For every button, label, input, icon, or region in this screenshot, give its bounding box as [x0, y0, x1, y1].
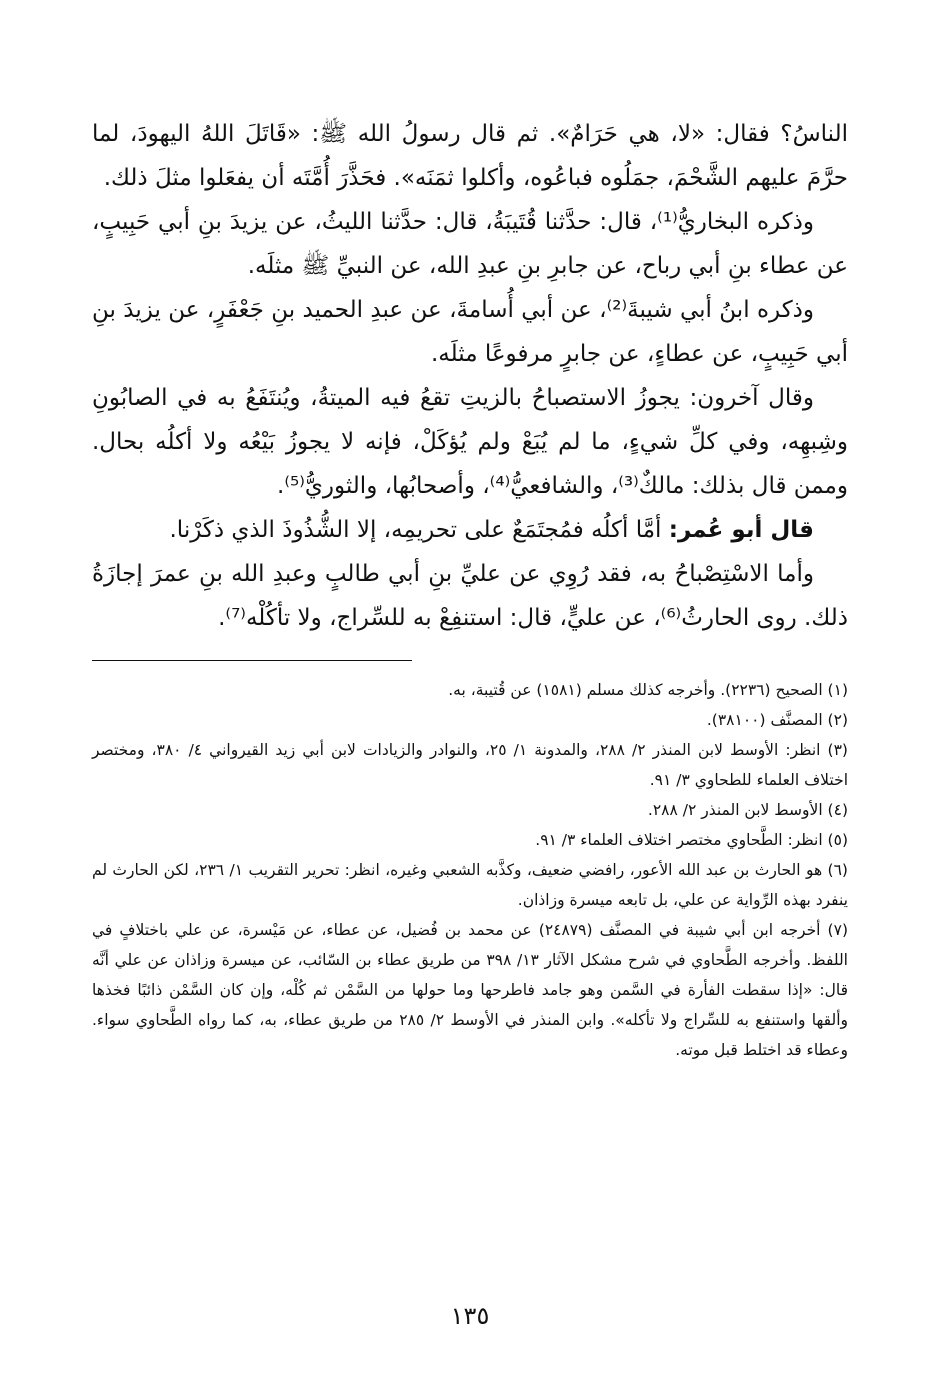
paragraph-5-text: أمَّا أكلُه فمُجتَمَعٌ على تحريمِه، إلا الشُّذُوذَ الذي ذكَرْنا. — [169, 517, 669, 543]
footnotes — [92, 675, 848, 1065]
paragraph-6: وأما الاسْتِصْباحُ به، فقد رُوِي عن عليِّ بنِ أبي طالبٍ وعبدِ الله بنِ عمرَ إجازَةُ ذلك. روى الحارثُ⁽⁶⁾، عن عليٍّ، قال: استنفِعْ به للسِّراج، ولا تأكُلْه⁽⁷⁾. — [92, 561, 848, 631]
footnote-3: (٣) انظر: الأوسط لابن المنذر ٢/ ٢٨٨، والمدونة ١/ ٢٥، والنوادر والزيادات لابن أبي زيد القيرواني ٤/ ٣٨٠، ومختصر اختلاف العلماء للطحاوي ٣/ ٩١. — [92, 741, 848, 789]
main-text — [92, 112, 848, 640]
paragraph-4: وقال آخرون: يجوزُ الاستصباحُ بالزيتِ تقعُ فيه الميتةُ، ويُنتَفَعُ به في الصابُونِ وشِبهِه، وفي كلِّ شيءٍ، ما لم يُبَعْ ولم يُؤكَلْ، فإنه لا يجوزُ بَيْعُه ولا أكلُه بحال. وممن قال بذلك: مالكٌ⁽³⁾، والشافعيُّ⁽⁴⁾، وأصحابُها، والثوريُّ⁽⁵⁾. — [92, 385, 848, 499]
footnote-6: (٦) هو الحارث بن عبد الله الأعور، رافضي ضعيف، وكذَّبه الشعبي وغيره، انظر: تحرير التقريب ١/ ٢٣٦، لكن الحارث لم ينفرد بهذه الرِّواية عن علي، بل تابعه ميسرة وزاذان. — [92, 861, 848, 909]
paragraph-1: الناسُ؟ فقال: «لا، هي حَرَامٌ». ثم قال رسولُ الله ﷺ: «قَاتَلَ اللهُ اليهودَ، لما حرَّمَ عليهم الشَّحْمَ، جمَلُوه فباعُوه، وأكلوا ثمَنَه». فحَذَّرَ أُمَّتَه أن يفعَلوا مثلَ ذلك. — [92, 121, 848, 191]
paragraph-3: وذكره ابنُ أبي شيبةَ⁽²⁾، عن أبي أُسامةَ، عن عبدِ الحميد بنِ جَعْفَرٍ، عن يزيدَ بنِ أبي حَبِيبٍ، عن عطاءٍ، عن جابرٍ مرفوعًا مثلَه. — [92, 297, 848, 367]
book-page — [92, 112, 848, 1342]
footnote-4: (٤) الأوسط لابن المنذر ٢/ ٢٨٨. — [647, 801, 848, 819]
page-number: ١٣٥ — [450, 1302, 490, 1330]
footnote-1: (١) الصحيح (٢٢٣٦). وأخرجه كذلك مسلم (١٥٨١) عن قُتيبة، به. — [448, 681, 848, 699]
paragraph-2: وذكره البخاريُّ⁽¹⁾، قال: حدَّثنا قُتَيبَةُ، قال: حدَّثنا الليثُ، عن يزيدَ بنِ أبي حَبِيبٍ، عن عطاء بنِ أبي رباح، عن جابرِ بنِ عبدِ الله، عن النبيِّ ﷺ مثلَه. — [92, 209, 848, 279]
paragraph-5 — [92, 508, 848, 552]
footnote-2: (٢) المصنَّف (٣٨١٠٠). — [706, 711, 848, 729]
footnote-7: (٧) أخرجه ابن أبي شيبة في المصنَّف (٢٤٨٧٩) عن محمد بن فُضيل، عن عطاء، عن مَيْسرة، عن علي باختلافٍ في اللفظ. وأخرجه الطَّحاوي في شرح مشكل الآثار ١٣/ ٣٩٨ من طريق عطاء بن السّائب، عن ميسرة وزاذان عن علي أنَّه قال: «إذا سقطت الفأرة في السَّمن وهو جامد فاطرحها وما حولها من السَّمْن ثم كُلْه، وإن كان السَّمْن ذائبًا فخذها وألقها واستنفع به للسِّراج ولا تأكله». وابن المنذر في الأوسط ٢/ ٢٨٥ من طريق عطاء، به، كما رواه الطَّحاوي سواء. وعطاء قد اختلط قبل موته. — [92, 921, 848, 1059]
footnote-5: (٥) انظر: الطَّحاوي مختصر اختلاف العلماء ٣/ ٩١. — [535, 831, 848, 849]
footnote-separator — [92, 660, 412, 661]
author-label: قال أبو عُمر: — [668, 517, 814, 543]
